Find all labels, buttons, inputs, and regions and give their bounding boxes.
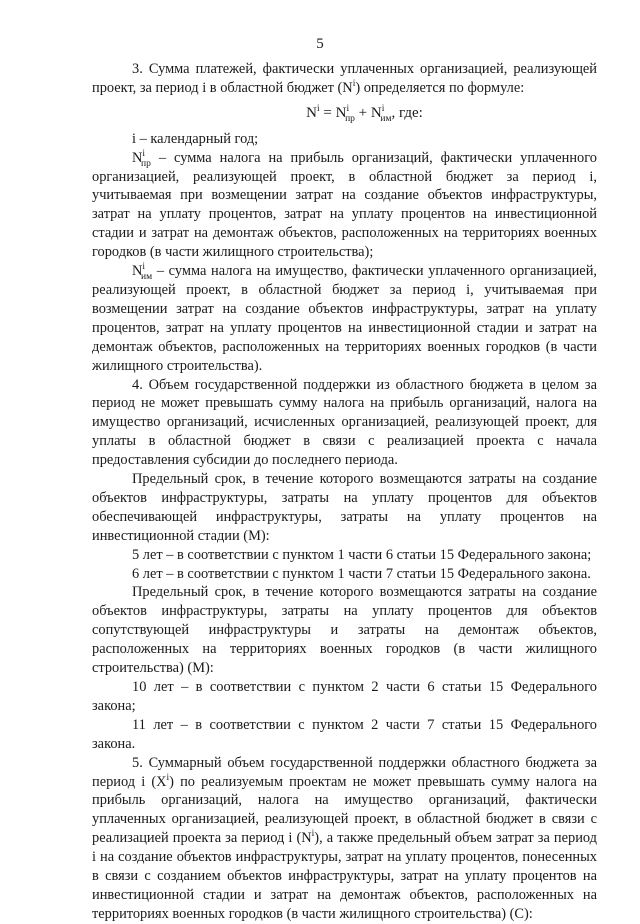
paragraph-3-text: 3. Сумма платежей, фактически уплаченных организацией, реализующей проект, за период i в областной бюджет (N [92,61,597,96]
term-1-text: Предельный срок, в течение которого возмещаются затраты на создание объектов инфраструктуры, затраты на уплату процентов для объектов обеспечивающей инфраструктуры, затраты на уплату процентов на инвестиционной стадии (M): [92,471,597,544]
formula-term1-sup: i [346,103,350,114]
term-2-item-1: 10 лет – в соответствии с пунктом 2 части 6 статьи 15 Федерального закона; [92,679,597,714]
paragraph-3 [92,60,597,98]
paragraph-5-sup-a: i [166,772,170,783]
formula-equals: = N [319,104,347,121]
formula-lhs-sup: i [317,103,320,114]
npr-symbol: N [132,149,143,166]
paragraph-5-text-b: ) по реализуемым проектам не может превышать сумму налога на прибыль организаций, налога на имущество организаций, фактически уплаченных организацией, реализующей проект, в областной бюджет в связи с реализацией проекта за период i (N [92,773,597,847]
term-2-item-2: 11 лет – в соответствии с пунктом 2 части 7 статьи 15 Федерального закона. [92,716,597,752]
paragraph-5-text-c: ), а также предельный объем затрат за период i на создание объектов инфраструктуры, затрат на уплату процентов, понесенных в связи с созданием объектов инфраструктуры, затрат на уплату процентов на инвестиционной стадии и затрат на демонтаж объектов, расположенных на территориях военных городков (в части жилищного строительства) (C): [92,830,597,922]
paragraph-4: 4. Объем государственной поддержки из областного бюджета в целом за период не может превышать сумму налога на прибыль организаций, налога на имущество организаций, исчисленных организацией, реализующей проект, для уплаты в областной бюджет в связи с реализацией проекта с начала предоставления субсидии до последнего периода. [92,376,597,469]
formula-plus: + N [354,104,382,121]
paragraph-3-tail: ) определяется по формуле: [355,79,525,96]
term-1-item-2: 6 лет – в соответствии с пунктом 1 части 7 статьи 15 Федерального закона. [132,565,591,582]
paragraph-5 [92,754,597,924]
definition-i: i – календарный год; [132,130,259,147]
definition-npr [92,149,597,262]
formula-term2-sub: им [380,113,392,124]
nim-symbol: N [132,263,143,280]
npr-sub: пр [141,158,151,169]
page-number: 5 [316,36,324,52]
nim-text: – сумма налога на имущество, фактически уплаченного организацией, реализующей проект, в областной бюджет за период i, учитываемая при возмещении затрат на создание объектов инфраструктуры, затрат на уплату процентов, затрат на уплату процентов на инвестиционной стадии и затрат на демонтаж объектов, расположенных на территориях военных городков (в части жилищного строительства). [92,263,597,374]
formula-lhs: N [306,104,317,121]
document-body [92,60,597,924]
term-1-item-1: 5 лет – в соответствии с пунктом 1 части 6 статьи 15 Федерального закона; [132,546,592,563]
formula-tail: , где: [391,104,423,121]
npr-text: – сумма налога на прибыль организаций, фактически уплаченного организацией, реализующей проект, в областной бюджет за период i, учитываемая при возмещении затрат на создание объектов инфраструктуры, затрат на уплату процентов, затрат на уплату процентов на инвестиционной стадии и затрат на демонтаж объектов, расположенных на территориях военных городков (в части жилищного строительства); [92,149,597,261]
nim-sup: i [142,262,146,273]
definition-nim [92,262,597,375]
formula [92,104,597,123]
nim-sub: им [141,271,153,282]
npr-sup: i [142,148,146,159]
term-2-text: Предельный срок, в течение которого возмещаются затраты на создание объектов инфраструктуры, затраты на уплату процентов для объектов сопутствующей инфраструктуры и затраты на демонтаж объектов, расположенных на территориях военных городков (в части жилищного строительства) (M): [92,584,597,677]
paragraph-5-text-a: 5. Суммарный объем государственной поддержки областного бюджета за период i (X [92,754,597,790]
paragraph-5-sup-b: i [311,829,315,840]
formula-term2-sup: i [381,103,385,114]
paragraph-3-sup: i [352,79,356,90]
formula-term1-sub: пр [345,113,355,124]
